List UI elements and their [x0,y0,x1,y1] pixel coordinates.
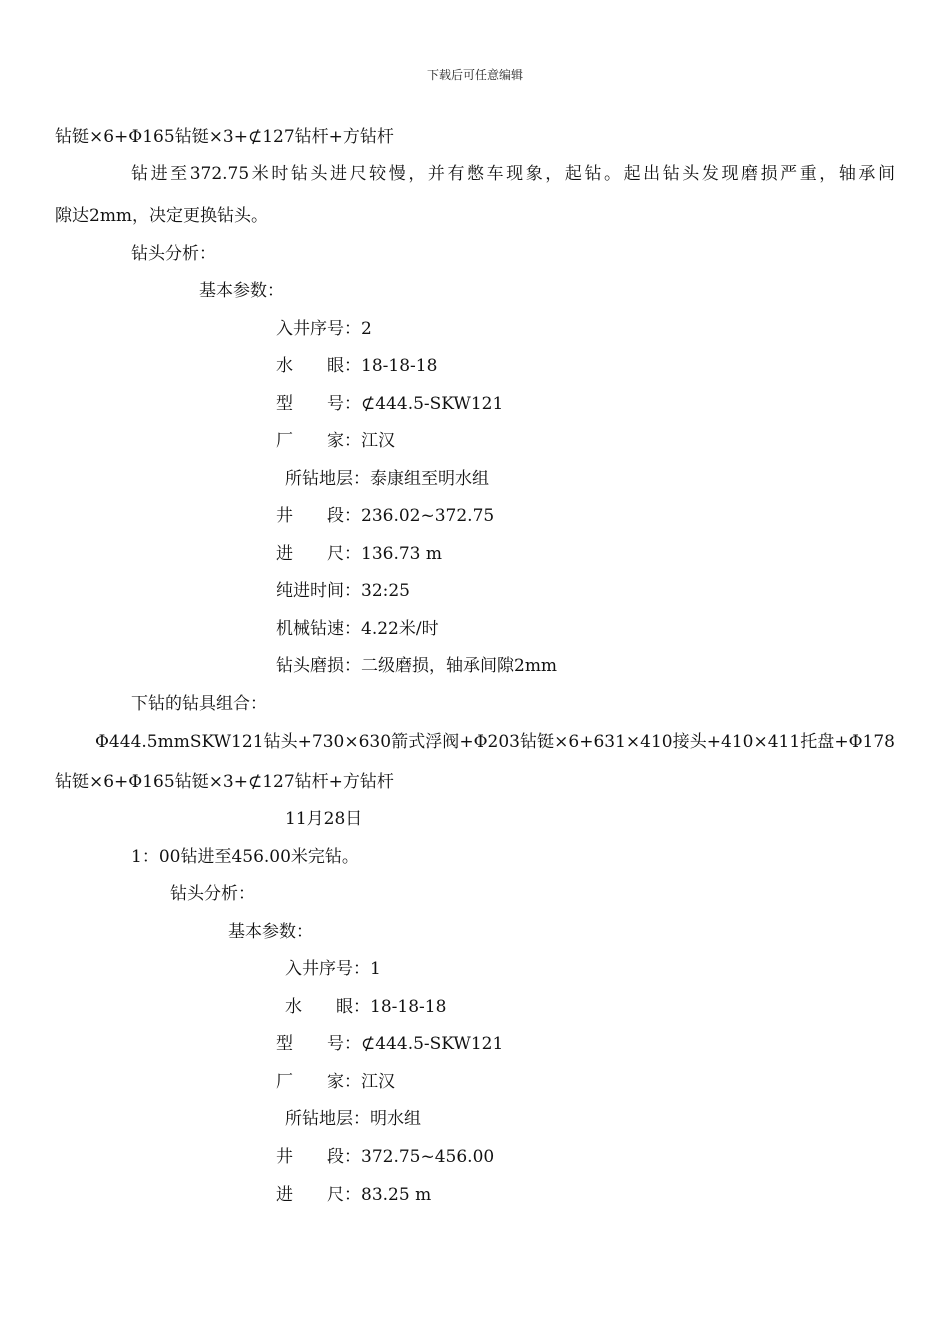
param-value: 2 [361,319,372,339]
param-value: 32:25 [361,581,410,601]
param-row [285,996,446,1018]
paragraph-drilling-note: 钻进至372.75米时钻头进尺较慢，并有憋车现象，起钻。起出钻头发现磨损严重，轴承间 [131,164,895,184]
param-value: 4.22米/时 [361,619,439,639]
param-label: 钻头磨损： [276,656,361,676]
event-line: 1：00钻进至456.00米完钻。 [131,847,359,867]
paragraph-drilling-note-end: 隙达2mm，决定更换钻头。 [55,206,269,226]
param-value: 236.02~372.75 [361,506,495,526]
param-value: 江汉 [361,1072,395,1092]
param-row [276,618,439,640]
param-label: 纯进时间： [276,581,361,601]
param-row [276,1033,503,1055]
param-label: 进 尺： [276,1185,361,1205]
page-header: 下载后可任意编辑 [426,68,523,82]
param-row [276,1184,431,1206]
paragraph-bha-end: 钻铤×6+Φ165钻铤×3+⊄127钻杆+方钻杆 [55,772,394,792]
param-value: 18-18-18 [370,997,447,1017]
param-label: 厂 家： [276,1072,361,1092]
param-label: 井 段： [276,1147,361,1167]
param-label: 型 号： [276,1034,361,1054]
section-bit-analysis-1: 钻头分析： [131,244,216,264]
param-row [276,1146,494,1168]
param-row [276,1071,395,1093]
param-row [285,468,489,490]
param-row [276,430,395,452]
param-label: 厂 家： [276,431,361,451]
subsection-basic-params-1: 基本参数： [199,281,284,301]
param-value: 18-18-18 [361,356,438,376]
param-label: 入井序号： [285,959,370,979]
param-value: 372.75~456.00 [361,1147,495,1167]
param-value: 二级磨损，轴承间隙2mm [361,656,558,676]
paragraph-bha-continued: 钻铤×6+Φ165钻铤×3+⊄127钻杆+方钻杆 [55,127,394,147]
param-label: 进 尺： [276,544,361,564]
param-value: ⊄444.5-SKW121 [361,1034,504,1054]
param-label: 型 号： [276,394,361,414]
param-label: 机械钻速： [276,619,361,639]
param-value: 1 [370,959,381,979]
subsection-basic-params-2: 基本参数： [228,922,313,942]
param-label: 所钻地层： [285,469,370,489]
paragraph-bha: Φ444.5mmSKW121钻头+730×630箭式浮阀+Φ203钻铤×6+631×410接头+410×411托盘+Φ178 [95,732,895,752]
param-value: 83.25 m [361,1185,432,1205]
param-row [276,318,372,340]
date-heading: 11月28日 [285,809,363,829]
param-label: 井 段： [276,506,361,526]
param-label: 水 眼： [276,356,361,376]
param-row [276,393,503,415]
param-row [285,958,381,980]
param-row [276,580,410,602]
param-row [285,1108,421,1130]
param-row [276,355,437,377]
param-row [276,655,557,677]
param-label: 所钻地层： [285,1109,370,1129]
param-value: 136.73 m [361,544,443,564]
section-bit-analysis-2: 钻头分析： [170,884,255,904]
param-value: ⊄444.5-SKW121 [361,394,504,414]
param-value: 泰康组至明水组 [370,469,489,489]
section-bha-title: 下钻的钻具组合： [131,694,267,714]
param-value: 江汉 [361,431,395,451]
param-value: 明水组 [370,1109,421,1129]
param-row [276,505,494,527]
param-label: 入井序号： [276,319,361,339]
param-label: 水 眼： [285,997,370,1017]
param-row [276,543,442,565]
